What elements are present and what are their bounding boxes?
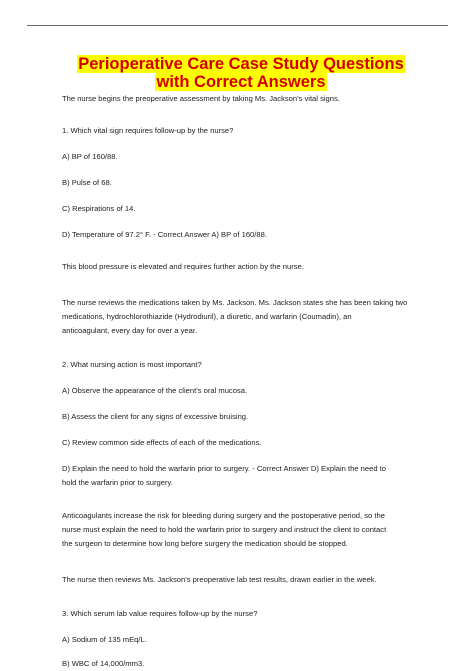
q2-option-a: A) Observe the appearance of the client's oral mucosa. xyxy=(62,386,248,395)
q3-option-b: B) WBC of 14,000/mm3. xyxy=(62,659,145,668)
q2-option-c: C) Review common side effects of each of the medications. xyxy=(62,438,262,447)
title-line-1: Perioperative Care Case Study Questions xyxy=(78,55,404,73)
q1-option-d-answer: D) Temperature of 97.2° F. - Correct Answer A) BP of 160/88. xyxy=(62,230,267,239)
q1-rationale: This blood pressure is elevated and requires further action by the nurse. xyxy=(62,262,304,271)
title-line-2: with Correct Answers xyxy=(156,73,326,91)
q1-option-b: B) Pulse of 68. xyxy=(62,178,112,187)
q2-rationale-line-2: nurse must explain the need to hold the warfarin prior to surgery and instruct the client to contact xyxy=(62,525,387,534)
q2-option-d-answer-line-2: hold the warfarin prior to surgery. xyxy=(62,478,173,487)
q1-option-c: C) Respirations of 14. xyxy=(62,204,136,213)
document-title xyxy=(74,55,408,91)
q2-option-b: B) Assess the client for any signs of excessive bruising. xyxy=(62,412,249,421)
question-2: 2. What nursing action is most important? xyxy=(62,360,202,369)
question-1: 1. Which vital sign requires follow-up by the nurse? xyxy=(62,126,234,135)
case3-text: The nurse then reviews Ms. Jackson's preoperative lab test results, drawn earlier in the week. xyxy=(62,575,377,584)
intro-text: The nurse begins the preoperative assessment by taking Ms. Jackson's vital signs. xyxy=(62,94,340,103)
case2-line-1: The nurse reviews the medications taken by Ms. Jackson. Ms. Jackson states she has been taking two xyxy=(62,298,408,307)
q2-rationale-line-3: the surgeon to determine how long before surgery the medication should be stopped. xyxy=(62,539,348,548)
q2-option-d-answer-line-1: D) Explain the need to hold the warfarin prior to surgery. - Correct Answer D) Explain the need to xyxy=(62,464,387,473)
top-divider xyxy=(27,25,448,26)
question-3: 3. Which serum lab value requires follow-up by the nurse? xyxy=(62,609,258,618)
case2-line-3: anticoagulant, every day for over a year. xyxy=(62,326,198,335)
q3-option-a: A) Sodium of 135 mEq/L. xyxy=(62,635,147,644)
q2-rationale-line-1: Anticoagulants increase the risk for bleeding during surgery and the postoperative period, so the xyxy=(62,511,385,520)
q1-option-a: A) BP of 160/88. xyxy=(62,152,118,161)
case2-line-2: medications, hydrochlorothiazide (Hydrodiuril), a diuretic, and warfarin (Coumadin), an xyxy=(62,312,352,321)
